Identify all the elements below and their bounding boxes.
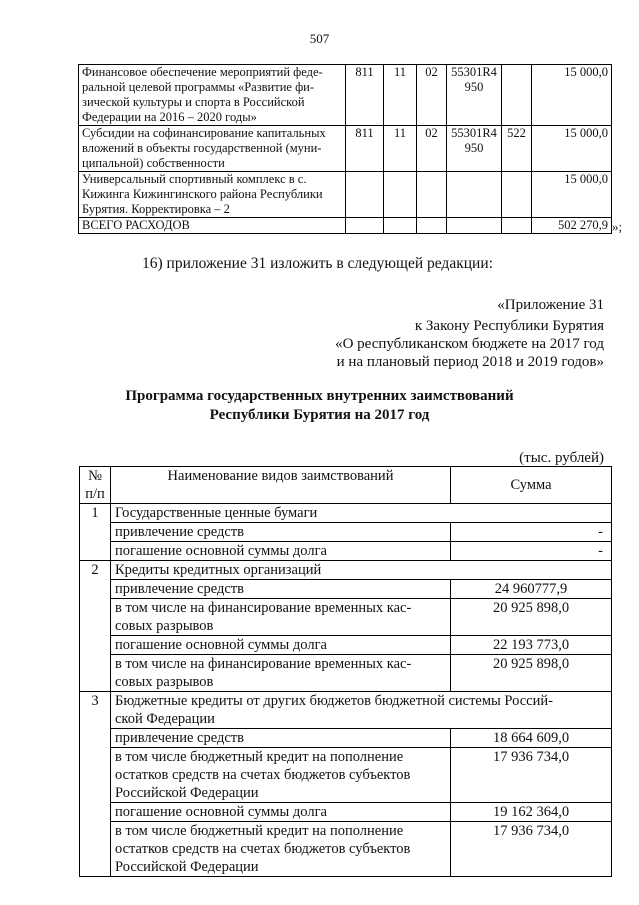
section-row [80, 504, 612, 523]
cell-empty [346, 218, 384, 234]
text-line: ральной целевой программы «Развитие фи- [82, 80, 315, 94]
appendix-line: к Закону Республики Бурятия [414, 318, 604, 334]
cell-type: 522 [502, 126, 532, 172]
row-name: привлечение средств [111, 729, 451, 748]
row-name [79, 172, 346, 218]
cell-sum: 15 000,0 [532, 126, 612, 172]
appendix-line: «О республиканском бюджете на 2017 год [335, 336, 604, 352]
cell-ministry: 811 [346, 126, 384, 172]
text-line: Бурятия. Корректировка – 2 [82, 202, 230, 216]
row-name: погашение основной суммы долга [111, 542, 451, 561]
cell-empty [502, 218, 532, 234]
table-row [80, 655, 612, 692]
section-title: Кредиты кредитных организаций [111, 561, 612, 580]
table-row [80, 599, 612, 636]
appendix-line: «Приложение 31 [497, 297, 604, 313]
text-line: 950 [464, 141, 484, 155]
text-line: зической культуры и спорта в Российской [82, 95, 305, 109]
text-line: Кижинга Кижингинского района Республики [82, 187, 323, 201]
cell-empty [417, 172, 447, 218]
header-sum: Сумма [451, 467, 612, 504]
cell-type [502, 65, 532, 126]
total-label: ВСЕГО РАСХОДОВ [79, 218, 346, 234]
table-row [80, 636, 612, 655]
cell-subsection: 02 [417, 65, 447, 126]
cell-subsection: 02 [417, 126, 447, 172]
text-line: № [88, 468, 102, 484]
text-line: Субсидии на софинансирование капитальных [82, 126, 326, 140]
table-row [80, 729, 612, 748]
table-row [79, 172, 612, 218]
page-number: 507 [309, 31, 330, 46]
cell-empty [447, 218, 502, 234]
text-line: остатков средств на счетах бюджетов субъектов [115, 767, 411, 783]
header-number [80, 467, 111, 504]
text-line: в том числе бюджетный кредит на пополнение [115, 823, 404, 839]
text-line: Федерации на 2016 – 2020 годы» [82, 110, 257, 124]
row-sum: 20 925 898,0 [451, 655, 612, 692]
table-row [80, 580, 612, 599]
text-line: ской Федерации [115, 711, 215, 727]
total-row [79, 218, 612, 234]
table-row [79, 126, 612, 172]
row-sum: 24 960777,9 [451, 580, 612, 599]
document-title: Республики Бурятия на 2017 год [209, 407, 430, 423]
section-row [80, 561, 612, 580]
row-sum: 19 162 364,0 [451, 803, 612, 822]
section-title: Государственные ценные бумаги [111, 504, 612, 523]
section-number: 2 [80, 561, 111, 692]
table-row [80, 803, 612, 822]
table-row [79, 65, 612, 126]
cell-empty [384, 172, 417, 218]
row-name [111, 822, 451, 877]
row-sum: - [451, 523, 612, 542]
text-line: Универсальный спортивный комплекс в с. [82, 172, 307, 186]
row-sum: 18 664 609,0 [451, 729, 612, 748]
cell-empty [502, 172, 532, 218]
expenses-table [78, 64, 612, 234]
row-name [111, 748, 451, 803]
row-name [79, 65, 346, 126]
text-line: совых разрывов [115, 618, 214, 634]
cell-empty [447, 172, 502, 218]
row-name [79, 126, 346, 172]
text-line: Российской Федерации [115, 859, 259, 875]
row-name: привлечение средств [111, 523, 451, 542]
section-number: 1 [80, 504, 111, 561]
section-number: 3 [80, 692, 111, 877]
text-line: в том числе на финансирование временных кас- [115, 600, 412, 616]
row-name [111, 599, 451, 636]
table-row [80, 523, 612, 542]
appendix-line: и на плановый период 2018 и 2019 годов» [336, 354, 604, 370]
header-row [80, 467, 612, 504]
row-name: погашение основной суммы долга [111, 636, 451, 655]
text-line: Российской Федерации [115, 785, 259, 801]
text-line: в том числе бюджетный кредит на пополнение [115, 749, 404, 765]
cell-empty [417, 218, 447, 234]
total-sum: 502 270,9 [532, 218, 612, 234]
cell-target [447, 65, 502, 126]
table-row [80, 542, 612, 561]
header-name: Наименование видов заимствований [111, 467, 451, 504]
document-title: Программа государственных внутренних заимствований [125, 388, 514, 404]
cell-sum: 15 000,0 [532, 172, 612, 218]
table-row [80, 822, 612, 877]
text-line: совых разрывов [115, 674, 214, 690]
row-sum: 17 936 734,0 [451, 748, 612, 803]
row-sum: 17 936 734,0 [451, 822, 612, 877]
cell-section: 11 [384, 126, 417, 172]
cell-empty [384, 218, 417, 234]
units-label: (тыс. рублей) [519, 450, 604, 466]
row-name [111, 655, 451, 692]
text-line: Бюджетные кредиты от других бюджетов бюджетной системы Россий- [115, 693, 553, 709]
text-line: 55301R4 [451, 65, 497, 79]
cell-empty [346, 172, 384, 218]
text-line: п/п [85, 486, 105, 502]
text-line: ципальной) собственности [82, 156, 225, 170]
cell-target [447, 126, 502, 172]
text-line: 950 [464, 80, 484, 94]
row-name: погашение основной суммы долга [111, 803, 451, 822]
text-line: остатков средств на счетах бюджетов субъектов [115, 841, 411, 857]
cell-section: 11 [384, 65, 417, 126]
section-title [111, 692, 612, 729]
table-row [80, 748, 612, 803]
text-line: вложений в объекты государственной (муни- [82, 141, 322, 155]
closing-quote: »; [612, 219, 623, 234]
section-row [80, 692, 612, 729]
cell-sum: 15 000,0 [532, 65, 612, 126]
row-sum: - [451, 542, 612, 561]
amendment-paragraph: 16) приложение 31 изложить в следующей редакции: [142, 255, 493, 272]
row-name: привлечение средств [111, 580, 451, 599]
text-line: Финансовое обеспечение мероприятий феде- [82, 65, 323, 79]
borrowings-table [79, 466, 612, 877]
row-sum: 20 925 898,0 [451, 599, 612, 636]
text-line: в том числе на финансирование временных кас- [115, 656, 412, 672]
row-sum: 22 193 773,0 [451, 636, 612, 655]
text-line: 55301R4 [451, 126, 497, 140]
cell-ministry: 811 [346, 65, 384, 126]
